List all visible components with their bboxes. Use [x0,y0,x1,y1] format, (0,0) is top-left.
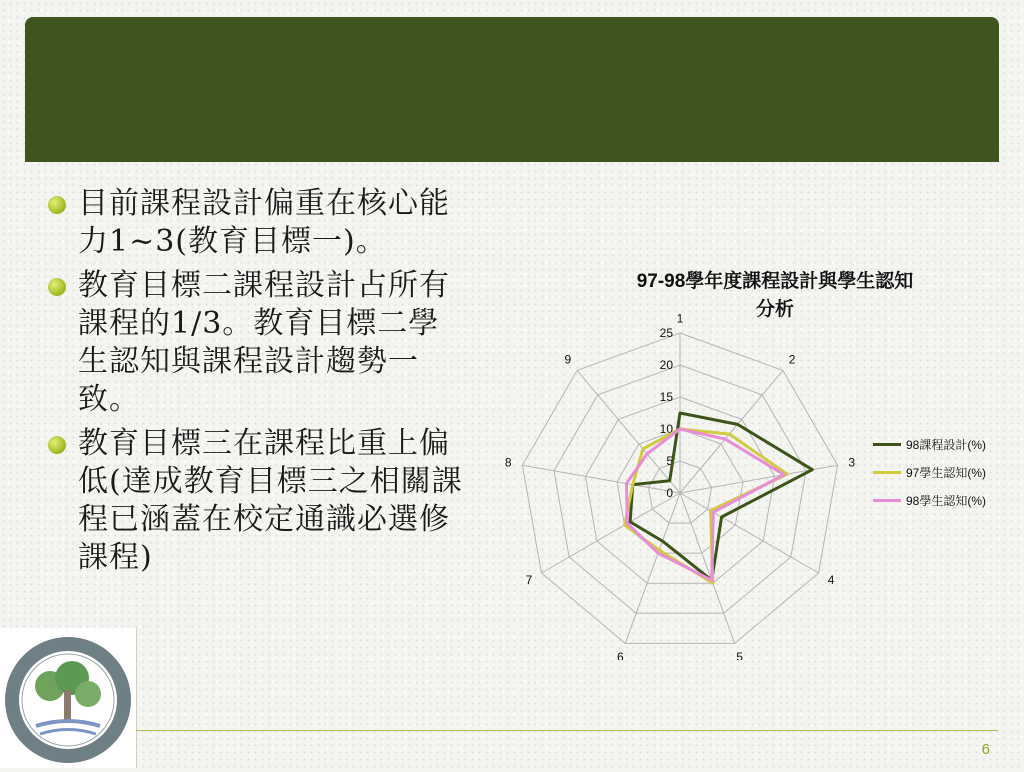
category-label: 1 [676,311,684,326]
category-label: 2 [788,352,796,367]
grid-spoke [625,493,680,643]
category-label: 9 [564,352,572,367]
radial-tick-label: 15 [659,390,673,404]
tree-logo-icon [0,628,136,768]
category-label: 8 [504,455,512,470]
radial-tick-label: 25 [659,326,673,340]
category-label: 3 [848,455,856,470]
category-label: 5 [736,649,743,660]
category-label: 6 [617,649,624,660]
legend-label: 98課程設計(%) [906,437,987,452]
radial-tick-label: 20 [659,358,673,372]
bullet-dot-icon [48,278,66,296]
bullet-dot-icon [48,436,66,454]
radial-tick-label: 0 [666,486,673,500]
bullet-item [48,425,468,577]
slide-title-bar [25,17,999,162]
grid-spoke [522,465,680,493]
legend-label: 97學生認知(%) [906,465,987,480]
bullet-list [48,185,468,583]
chart-legend [873,430,986,514]
footer-divider [136,730,998,731]
bullet-text: 教育目標三在課程比重上偏低(達成教育目標三之相關課程已涵蓋在校定通識必選修課程) [78,426,463,575]
legend-swatch [873,499,901,502]
legend-label: 98學生認知(%) [906,493,987,508]
chart-title-line1: 97-98學年度課程設計與學生認知 [636,271,914,292]
grid-spoke [541,493,680,573]
bullet-item [48,267,468,419]
legend-item [873,486,986,514]
radial-tick-label: 10 [659,422,673,436]
legend-swatch [873,471,901,474]
category-label: 4 [827,573,835,588]
legend-item [873,458,986,486]
bullet-item [48,185,468,261]
bullet-text: 教育目標二課程設計占所有課程的1/3。教育目標二學生認知與課程設計趨勢一致。 [78,268,450,417]
legend-item [873,430,986,458]
page-number: 6 [981,741,990,758]
chart-title-line2: 分析 [755,299,794,320]
legend-swatch [873,443,901,446]
radar-chart [490,300,870,660]
radial-tick-label: 5 [666,454,673,468]
bullet-text: 目前課程設計偏重在核心能力1~3(教育目標一)。 [78,186,450,259]
university-logo [0,628,137,768]
grid-spoke [680,493,819,573]
bullet-dot-icon [48,196,66,214]
category-label: 7 [525,573,533,588]
